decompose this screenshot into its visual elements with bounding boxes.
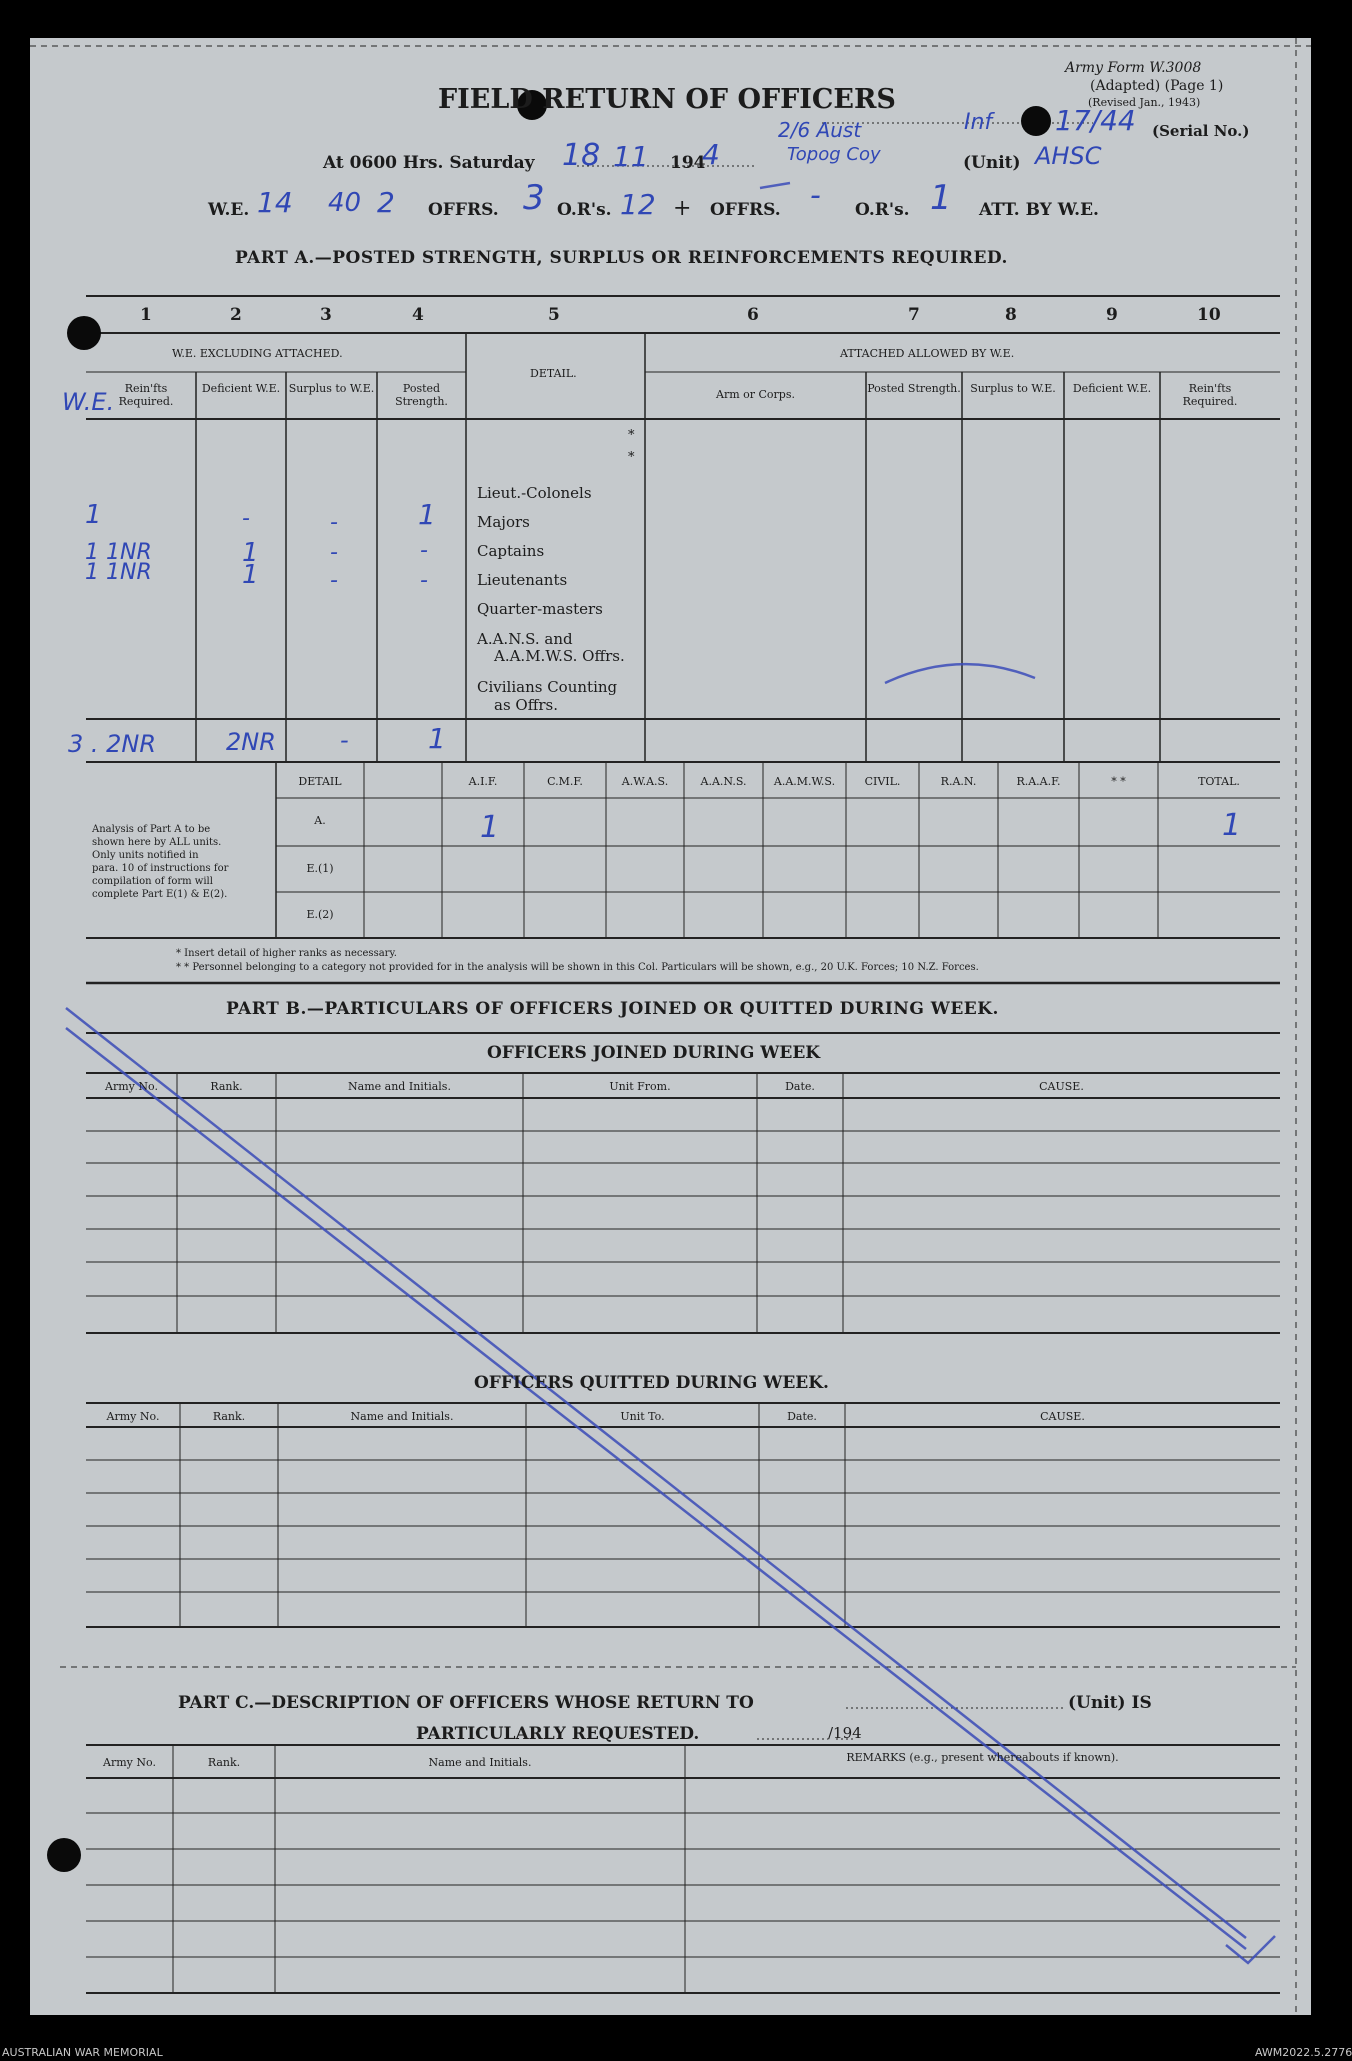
analysis-head-detail: DETAIL [298, 775, 342, 788]
year-prefix: 194 [670, 153, 706, 173]
part-c-head-rank: Rank. [207, 1756, 241, 1769]
form-rules [30, 38, 1311, 2015]
part-c-head-army-no: Army No. [103, 1756, 156, 1769]
part-a-heading: PART A.—POSTED STRENGTH, SURPLUS OR REINFORCEMENTS REQUIRED. [235, 248, 1008, 268]
hw-serial: 17/44 [1055, 104, 1136, 137]
unit-label: (Unit) [963, 153, 1021, 173]
col-head-att-deficient: Deficient W.E. [1072, 382, 1152, 395]
quitted-head-name: Name and Initials. [350, 1410, 454, 1423]
hw-col3-row3: - [330, 568, 338, 593]
hw-total-col1: 3 . 2NR [68, 730, 157, 758]
analysis-head-aamws: A.A.M.W.S. [773, 775, 836, 788]
punch-hole [1021, 106, 1051, 136]
hw-date-month: 11 [613, 140, 649, 173]
hw-we-1: 14 [257, 186, 293, 219]
hw-date-day: 18 [562, 138, 601, 173]
part-b-heading: PART B.—PARTICULARS OF OFFICERS JOINED OR QUITTED DURING WEEK. [226, 999, 999, 1019]
hw-unit-4: AHSC [1035, 142, 1102, 170]
detail-heading: DETAIL. [530, 367, 577, 380]
col-number: 8 [1005, 305, 1017, 325]
star-marker: * [628, 450, 635, 465]
col-head-reinfts: Rein'fts Required. [118, 382, 174, 408]
hw-col2-row1: - [242, 506, 250, 531]
footnote-2: * * Personnel belonging to a category not provided for in the analysis will be shown in this Col. Particulars will be shown, e.g., 20 U.K. Forces; 10 N.Z. Forces. [176, 962, 979, 973]
hw-analysis-total-a: 1 [1222, 808, 1242, 843]
col-head-att-surplus: Surplus to W.E. [970, 382, 1056, 395]
quitted-head-army-no: Army No. [106, 1410, 160, 1423]
rank-lieut-colonels: Lieut.-Colonels [477, 484, 592, 502]
footer-right: AWM2022.5.2776 [1255, 2046, 1352, 2059]
hw-offrs-2: - [810, 178, 821, 213]
hw-we-3: 2 [377, 186, 395, 219]
col-head-att-reinfts: Rein'fts Required. [1182, 382, 1238, 408]
joined-head-unit-from: Unit From. [609, 1080, 671, 1093]
col-head-att-posted: Posted Strength. [867, 382, 961, 395]
hw-unit-1: 2/6 Aust [778, 118, 862, 142]
we-label: W.E. [208, 200, 250, 220]
hw-unit-2: Inf [964, 110, 993, 135]
hw-col1-row3: 1 1NR [85, 560, 152, 585]
rank-quarter-masters: Quarter-masters [477, 600, 603, 618]
group-right-label: ATTACHED ALLOWED BY W.E. [840, 347, 1015, 360]
col-number: 6 [747, 305, 759, 325]
hw-col2-row3: 1 [242, 560, 259, 590]
col-number: 1 [140, 305, 152, 325]
hw-date-year: 4 [702, 138, 720, 171]
hw-col4-row3: - [420, 568, 428, 593]
hw-col1-row2: 1 1NR [85, 540, 152, 565]
ors-label-2: O.R's. [855, 200, 910, 220]
analysis-head-cmf: C.M.F. [547, 775, 583, 788]
at-line: At 0600 Hrs. Saturday [323, 153, 535, 173]
analysis-head-other: * * [1111, 775, 1126, 788]
hw-col4-row2: - [420, 538, 428, 563]
hw-col4-row1: 1 [418, 498, 436, 531]
analysis-row-e1: E.(1) [306, 862, 334, 875]
hw-we-2: 40 [328, 188, 362, 218]
quitted-title: OFFICERS QUITTED DURING WEEK. [474, 1373, 829, 1393]
analysis-head-ran: R.A.N. [940, 775, 977, 788]
footnote-1: * Insert detail of higher ranks as necessary. [176, 948, 397, 959]
att-label: ATT. BY W.E. [979, 200, 1099, 220]
form-paper [30, 38, 1311, 2015]
col-number: 10 [1197, 305, 1221, 325]
hw-analysis-aif-a: 1 [480, 810, 500, 845]
hw-ors-2: 1 [930, 178, 952, 218]
part-c-heading: PART C.—DESCRIPTION OF OFFICERS WHOSE RETURN TO [178, 1693, 754, 1713]
offrs-label: OFFRS. [428, 200, 499, 220]
joined-head-rank: Rank. [210, 1080, 243, 1093]
analysis-head-total: TOTAL. [1198, 775, 1240, 788]
col-head-surplus: Surplus to W.E. [288, 382, 375, 395]
col-number: 4 [412, 305, 424, 325]
rank-civilians: Civilians Counting [477, 678, 618, 696]
hw-total-col3: - [340, 726, 349, 754]
rank-aamws: A.A.M.W.S. Offrs. [494, 647, 625, 665]
analysis-head-awas: A.W.A.S. [621, 775, 669, 788]
col-head-posted: Posted Strength. [395, 382, 448, 408]
joined-head-name: Name and Initials. [348, 1080, 451, 1093]
col-number: 7 [908, 305, 920, 325]
analysis-row-e2: E.(2) [306, 908, 334, 921]
analysis-row-a: A. [314, 814, 326, 827]
plus-sign: + [673, 196, 692, 221]
hw-col3-row1: - [330, 510, 338, 535]
hw-ors: 12 [620, 188, 656, 221]
footer-left: AUSTRALIAN WAR MEMORIAL [2, 2046, 163, 2059]
hw-unit-3: Topog Coy [787, 144, 881, 165]
form-id-adapted: (Adapted) (Page 1) [1090, 78, 1224, 94]
rank-aans: A.A.N.S. and [477, 630, 573, 648]
ors-label: O.R's. [557, 200, 612, 220]
analysis-head-aans: A.A.N.S. [700, 775, 747, 788]
rank-civilians-2: as Offrs. [494, 696, 558, 714]
hw-col3-row2: - [330, 540, 338, 565]
rank-captains: Captains [477, 542, 545, 560]
quitted-head-unit-to: Unit To. [620, 1410, 665, 1423]
part-c-year: /194 [828, 1724, 862, 1742]
col-head-arm: Arm or Corps. [716, 388, 795, 401]
joined-title: OFFICERS JOINED DURING WEEK [487, 1043, 821, 1063]
part-c-head-remarks: REMARKS (e.g., present whereabouts if known). [846, 1751, 1119, 1764]
part-c-unit-label: (Unit) IS [1068, 1693, 1152, 1713]
form-id: Army Form W.3008 [1065, 60, 1202, 76]
joined-head-date: Date. [785, 1080, 815, 1093]
col-number: 5 [548, 305, 560, 325]
col-number: 3 [320, 305, 332, 325]
hw-total-col2: 2NR [226, 728, 276, 756]
quitted-head-rank: Rank. [212, 1410, 246, 1423]
col-number: 2 [230, 305, 242, 325]
joined-head-cause: CAUSE. [1039, 1080, 1084, 1093]
rank-majors: Majors [477, 513, 530, 531]
hw-total-col4: 1 [428, 722, 446, 755]
star-marker: * [628, 428, 635, 443]
joined-head-army-no: Army No. [105, 1080, 158, 1093]
quitted-head-cause: CAUSE. [1040, 1410, 1085, 1423]
form-id-revised: (Revised Jan., 1943) [1088, 96, 1201, 109]
hw-offrs: 3 [523, 178, 545, 218]
group-left-label: W.E. EXCLUDING ATTACHED. [172, 347, 343, 360]
hw-col1-row1: 1 [85, 500, 102, 530]
analysis-head-aif: A.I.F. [468, 775, 498, 788]
page-title: FIELD RETURN OF OFFICERS [438, 84, 896, 115]
analysis-head-raaf: R.A.A.F. [1016, 775, 1061, 788]
hw-col2-row2: 1 [242, 538, 259, 568]
analysis-head-civil: CIVIL. [864, 775, 901, 788]
serial-label: (Serial No.) [1152, 122, 1250, 140]
col-head-deficient: Deficient W.E. [201, 382, 281, 395]
part-c-requested: PARTICULARLY REQUESTED. [416, 1724, 700, 1744]
rank-lieutenants: Lieutenants [477, 571, 568, 589]
punch-hole [67, 316, 101, 350]
col-number: 9 [1106, 305, 1118, 325]
analysis-note: Analysis of Part A to be shown here by ALL units. Only units notified in para. 10 of instructions for compilation of form will complete Part E(1) & E(2). [92, 824, 229, 900]
quitted-head-date: Date. [787, 1410, 817, 1423]
part-c-head-name: Name and Initials. [428, 1756, 532, 1769]
hw-we-side: W.E. [62, 388, 115, 416]
punch-hole [47, 1838, 81, 1872]
offrs-label-2: OFFRS. [710, 200, 781, 220]
